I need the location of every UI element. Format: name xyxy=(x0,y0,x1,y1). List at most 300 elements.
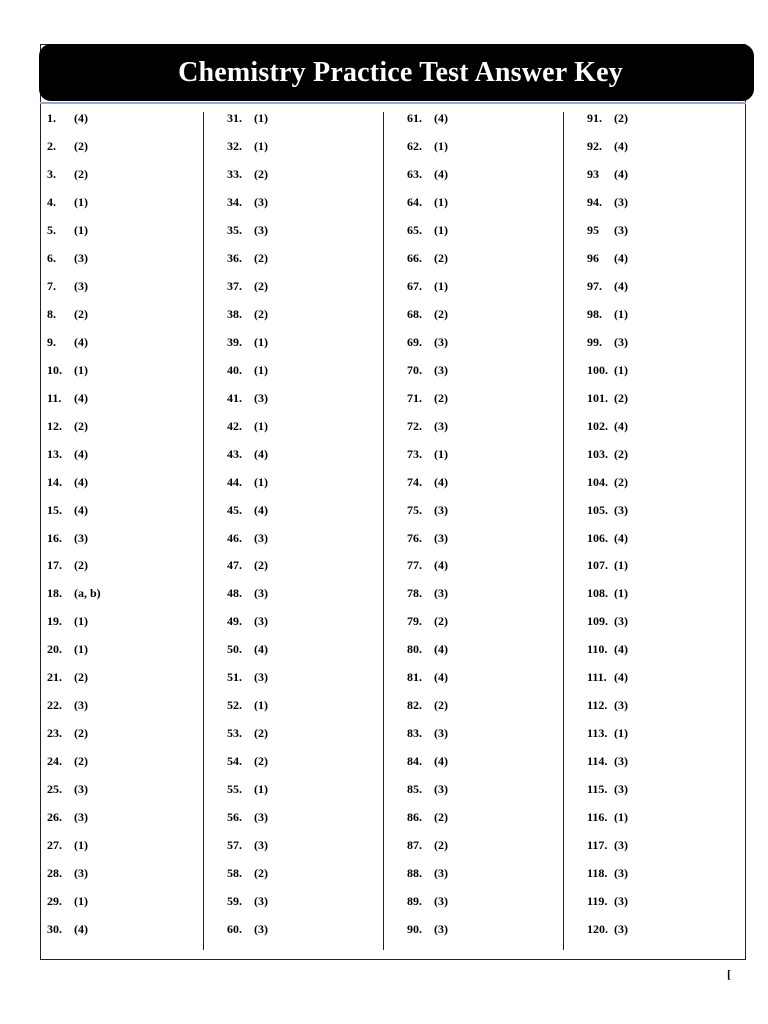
question-number: 56. xyxy=(227,809,242,824)
question-number: 91. xyxy=(587,111,602,126)
answer-row xyxy=(227,440,403,468)
title-underline xyxy=(40,102,746,104)
answer-value: (2) xyxy=(74,726,88,741)
answer-row xyxy=(407,245,583,273)
answer-row xyxy=(587,161,763,189)
answer-value: (1) xyxy=(74,642,88,657)
answer-row xyxy=(227,133,403,161)
question-number: 33. xyxy=(227,167,242,182)
question-number: 107. xyxy=(587,558,608,573)
answer-value: (3) xyxy=(254,223,268,238)
question-number: 2. xyxy=(47,139,56,154)
question-number: 51. xyxy=(227,670,242,685)
question-number: 81. xyxy=(407,670,422,685)
answer-value: (4) xyxy=(74,446,88,461)
answer-value: (1) xyxy=(74,223,88,238)
answer-row xyxy=(47,245,223,273)
answer-value: (2) xyxy=(614,390,628,405)
question-number: 117. xyxy=(587,837,608,852)
answer-row xyxy=(587,664,763,692)
answer-row xyxy=(227,189,403,217)
question-number: 67. xyxy=(407,279,422,294)
answer-row xyxy=(47,915,223,943)
answer-row xyxy=(407,580,583,608)
question-number: 76. xyxy=(407,530,422,545)
answer-value: (1) xyxy=(254,698,268,713)
question-number: 113. xyxy=(587,726,608,741)
answer-row xyxy=(47,776,223,804)
answer-value: (3) xyxy=(74,530,88,545)
answer-row xyxy=(227,580,403,608)
question-number: 84. xyxy=(407,754,422,769)
answer-row xyxy=(407,887,583,915)
answer-row xyxy=(47,273,223,301)
answer-row xyxy=(407,636,583,664)
question-number: 41. xyxy=(227,390,242,405)
question-number: 54. xyxy=(227,754,242,769)
answer-row xyxy=(227,496,403,524)
question-number: 119. xyxy=(587,893,608,908)
answer-value: (3) xyxy=(614,754,628,769)
answer-value: (3) xyxy=(434,334,448,349)
answer-value: (3) xyxy=(434,530,448,545)
answer-value: (2) xyxy=(434,614,448,629)
question-number: 80. xyxy=(407,642,422,657)
answer-value: (4) xyxy=(74,921,88,936)
question-number: 71. xyxy=(407,390,422,405)
answer-row xyxy=(227,217,403,245)
answer-value: (2) xyxy=(74,307,88,322)
answer-row xyxy=(47,329,223,357)
answer-row xyxy=(587,217,763,245)
answer-row xyxy=(407,217,583,245)
answer-value: (3) xyxy=(434,781,448,796)
answer-value: (2) xyxy=(254,865,268,880)
question-number: 53. xyxy=(227,726,242,741)
question-number: 116. xyxy=(587,809,608,824)
question-number: 4. xyxy=(47,195,56,210)
answer-row xyxy=(407,831,583,859)
answer-value: (2) xyxy=(614,111,628,126)
answer-value: (1) xyxy=(434,446,448,461)
question-number: 45. xyxy=(227,502,242,517)
answer-row xyxy=(47,189,223,217)
answer-row xyxy=(587,273,763,301)
answer-value: (2) xyxy=(254,754,268,769)
answer-row xyxy=(227,524,403,552)
answer-value: (1) xyxy=(614,558,628,573)
question-number: 11. xyxy=(47,390,62,405)
answer-row xyxy=(587,887,763,915)
answer-row xyxy=(587,105,763,133)
answer-row xyxy=(227,468,403,496)
answer-value: (2) xyxy=(614,446,628,461)
answer-value: (4) xyxy=(74,502,88,517)
answer-value: (3) xyxy=(254,921,268,936)
question-number: 96 xyxy=(587,251,599,266)
answer-row xyxy=(227,803,403,831)
answer-row xyxy=(227,105,403,133)
answer-row xyxy=(587,440,763,468)
answer-row xyxy=(407,356,583,384)
question-number: 106. xyxy=(587,530,608,545)
answer-value: (2) xyxy=(434,390,448,405)
question-number: 79. xyxy=(407,614,422,629)
question-number: 17. xyxy=(47,558,62,573)
answer-row xyxy=(587,552,763,580)
question-number: 82. xyxy=(407,698,422,713)
answer-value: (2) xyxy=(614,474,628,489)
answer-value: (1) xyxy=(74,614,88,629)
answer-row xyxy=(587,692,763,720)
question-number: 69. xyxy=(407,334,422,349)
answer-value: (3) xyxy=(434,893,448,908)
answer-value: (1) xyxy=(74,362,88,377)
question-number: 30. xyxy=(47,921,62,936)
answer-row xyxy=(407,273,583,301)
answer-row xyxy=(227,552,403,580)
question-number: 98. xyxy=(587,307,602,322)
answer-value: (4) xyxy=(74,390,88,405)
question-number: 88. xyxy=(407,865,422,880)
answer-value: (2) xyxy=(74,558,88,573)
answer-row xyxy=(227,720,403,748)
answer-row xyxy=(47,692,223,720)
question-number: 89. xyxy=(407,893,422,908)
question-number: 8. xyxy=(47,307,56,322)
answer-row xyxy=(47,105,223,133)
answer-value: (3) xyxy=(254,614,268,629)
answer-value: (4) xyxy=(74,111,88,126)
question-number: 64. xyxy=(407,195,422,210)
answer-row xyxy=(227,329,403,357)
question-number: 25. xyxy=(47,781,62,796)
answer-row xyxy=(587,915,763,943)
answer-value: (1) xyxy=(614,362,628,377)
answer-value: (2) xyxy=(254,167,268,182)
question-number: 44. xyxy=(227,474,242,489)
question-number: 115. xyxy=(587,781,608,796)
column-divider xyxy=(203,112,204,950)
question-number: 90. xyxy=(407,921,422,936)
answer-value: (4) xyxy=(434,642,448,657)
answer-value: (2) xyxy=(74,670,88,685)
answer-column-1 xyxy=(47,105,223,943)
question-number: 118. xyxy=(587,865,608,880)
question-number: 18. xyxy=(47,586,62,601)
answer-value: (3) xyxy=(614,502,628,517)
answer-row xyxy=(587,831,763,859)
answer-row xyxy=(227,664,403,692)
question-number: 1. xyxy=(47,111,56,126)
question-number: 73. xyxy=(407,446,422,461)
question-number: 85. xyxy=(407,781,422,796)
question-number: 52. xyxy=(227,698,242,713)
answer-value: (3) xyxy=(434,418,448,433)
answer-value: (3) xyxy=(254,809,268,824)
answer-row xyxy=(407,301,583,329)
answer-value: (2) xyxy=(74,754,88,769)
answer-row xyxy=(587,608,763,636)
answer-value: (1) xyxy=(254,334,268,349)
answer-row xyxy=(587,636,763,664)
question-number: 78. xyxy=(407,586,422,601)
question-number: 50. xyxy=(227,642,242,657)
answer-row xyxy=(47,384,223,412)
question-number: 111. xyxy=(587,670,607,685)
answer-value: (3) xyxy=(74,781,88,796)
answer-row xyxy=(47,580,223,608)
question-number: 60. xyxy=(227,921,242,936)
question-number: 95 xyxy=(587,223,599,238)
question-number: 29. xyxy=(47,893,62,908)
answer-row xyxy=(407,133,583,161)
answer-row xyxy=(587,384,763,412)
answer-value: (3) xyxy=(614,921,628,936)
question-number: 6. xyxy=(47,251,56,266)
question-number: 109. xyxy=(587,614,608,629)
question-number: 57. xyxy=(227,837,242,852)
answer-value: (4) xyxy=(434,558,448,573)
question-number: 70. xyxy=(407,362,422,377)
answer-row xyxy=(407,189,583,217)
answer-value: (1) xyxy=(254,139,268,154)
page-title: Chemistry Practice Test Answer Key xyxy=(178,56,623,88)
answer-value: (1) xyxy=(614,307,628,322)
question-number: 31. xyxy=(227,111,242,126)
answer-row xyxy=(407,552,583,580)
answer-row xyxy=(227,831,403,859)
answer-row xyxy=(47,636,223,664)
question-number: 61. xyxy=(407,111,422,126)
question-number: 108. xyxy=(587,586,608,601)
answer-row xyxy=(587,301,763,329)
answer-row xyxy=(47,356,223,384)
answer-value: (3) xyxy=(254,586,268,601)
question-number: 99. xyxy=(587,334,602,349)
answer-value: (4) xyxy=(254,642,268,657)
answer-value: (2) xyxy=(434,837,448,852)
page-corner-mark: [ xyxy=(727,967,731,981)
question-number: 97. xyxy=(587,279,602,294)
answer-value: (2) xyxy=(254,251,268,266)
answer-value: (3) xyxy=(434,726,448,741)
question-number: 40. xyxy=(227,362,242,377)
answer-value: (4) xyxy=(614,418,628,433)
answer-row xyxy=(227,356,403,384)
question-number: 59. xyxy=(227,893,242,908)
question-number: 63. xyxy=(407,167,422,182)
question-number: 102. xyxy=(587,418,608,433)
question-number: 74. xyxy=(407,474,422,489)
answer-row xyxy=(407,468,583,496)
answer-value: (2) xyxy=(434,251,448,266)
answer-row xyxy=(227,161,403,189)
question-number: 83. xyxy=(407,726,422,741)
question-number: 101. xyxy=(587,390,608,405)
question-number: 43. xyxy=(227,446,242,461)
answer-value: (1) xyxy=(614,809,628,824)
answer-value: (2) xyxy=(74,139,88,154)
answer-row xyxy=(587,720,763,748)
answer-row xyxy=(47,552,223,580)
answer-value: (3) xyxy=(434,921,448,936)
answer-value: (4) xyxy=(614,530,628,545)
answer-row xyxy=(47,859,223,887)
question-number: 3. xyxy=(47,167,56,182)
question-number: 42. xyxy=(227,418,242,433)
answer-row xyxy=(227,608,403,636)
answer-value: (3) xyxy=(74,865,88,880)
answer-row xyxy=(407,859,583,887)
question-number: 32. xyxy=(227,139,242,154)
answer-value: (3) xyxy=(614,781,628,796)
question-number: 110. xyxy=(587,642,608,657)
question-number: 120. xyxy=(587,921,608,936)
question-number: 13. xyxy=(47,446,62,461)
question-number: 100. xyxy=(587,362,608,377)
question-number: 22. xyxy=(47,698,62,713)
answer-value: (1) xyxy=(74,195,88,210)
question-number: 62. xyxy=(407,139,422,154)
answer-row xyxy=(587,748,763,776)
answer-row xyxy=(47,468,223,496)
answer-value: (4) xyxy=(434,111,448,126)
answer-row xyxy=(407,412,583,440)
answer-value: (3) xyxy=(614,614,628,629)
answer-value: (3) xyxy=(434,362,448,377)
question-number: 58. xyxy=(227,865,242,880)
answer-value: (1) xyxy=(434,279,448,294)
question-number: 72. xyxy=(407,418,422,433)
answer-row xyxy=(47,831,223,859)
answer-row xyxy=(407,329,583,357)
answer-value: (2) xyxy=(254,279,268,294)
question-number: 112. xyxy=(587,698,608,713)
answer-value: (4) xyxy=(74,334,88,349)
answer-value: (3) xyxy=(74,698,88,713)
answer-row xyxy=(47,440,223,468)
answer-row xyxy=(407,440,583,468)
question-number: 26. xyxy=(47,809,62,824)
question-number: 55. xyxy=(227,781,242,796)
question-number: 104. xyxy=(587,474,608,489)
answer-row xyxy=(407,720,583,748)
answer-row xyxy=(407,105,583,133)
question-number: 77. xyxy=(407,558,422,573)
question-number: 9. xyxy=(47,334,56,349)
answer-value: (3) xyxy=(614,698,628,713)
answer-value: (1) xyxy=(614,726,628,741)
answer-value: (1) xyxy=(434,223,448,238)
answer-value: (1) xyxy=(254,111,268,126)
answer-value: (2) xyxy=(434,698,448,713)
question-number: 103. xyxy=(587,446,608,461)
question-number: 24. xyxy=(47,754,62,769)
question-number: 46. xyxy=(227,530,242,545)
answer-value: (4) xyxy=(254,502,268,517)
answer-value: (3) xyxy=(254,195,268,210)
column-divider xyxy=(383,112,384,950)
question-number: 27. xyxy=(47,837,62,852)
answer-row xyxy=(227,384,403,412)
question-number: 20. xyxy=(47,642,62,657)
question-number: 19. xyxy=(47,614,62,629)
answer-row xyxy=(227,412,403,440)
answer-value: (4) xyxy=(614,642,628,657)
answer-value: (3) xyxy=(74,279,88,294)
answer-value: (3) xyxy=(614,223,628,238)
answer-row xyxy=(227,245,403,273)
answer-row xyxy=(47,748,223,776)
answer-row xyxy=(227,915,403,943)
answer-row xyxy=(407,608,583,636)
answer-value: (4) xyxy=(254,446,268,461)
answer-row xyxy=(47,161,223,189)
answer-row xyxy=(47,664,223,692)
column-divider xyxy=(563,112,564,950)
question-number: 48. xyxy=(227,586,242,601)
question-number: 10. xyxy=(47,362,62,377)
answer-row xyxy=(587,496,763,524)
answer-row xyxy=(227,301,403,329)
answer-value: (3) xyxy=(434,502,448,517)
answer-row xyxy=(407,524,583,552)
answer-row xyxy=(407,748,583,776)
question-number: 36. xyxy=(227,251,242,266)
answer-row xyxy=(407,915,583,943)
answer-value: (2) xyxy=(254,307,268,322)
answer-value: (4) xyxy=(614,139,628,154)
answer-value: (1) xyxy=(254,362,268,377)
answer-value: (4) xyxy=(614,167,628,182)
question-number: 86. xyxy=(407,809,422,824)
answer-value: (1) xyxy=(74,893,88,908)
answer-row xyxy=(587,803,763,831)
answer-value: (2) xyxy=(434,809,448,824)
answer-row xyxy=(407,384,583,412)
answer-row xyxy=(587,580,763,608)
answer-value: (3) xyxy=(614,865,628,880)
question-number: 34. xyxy=(227,195,242,210)
answer-value: (3) xyxy=(614,893,628,908)
question-number: 92. xyxy=(587,139,602,154)
question-number: 12. xyxy=(47,418,62,433)
answer-row xyxy=(587,412,763,440)
question-number: 23. xyxy=(47,726,62,741)
answer-row xyxy=(407,803,583,831)
answer-row xyxy=(47,217,223,245)
answer-value: (3) xyxy=(74,251,88,266)
answer-column-4 xyxy=(587,105,763,943)
answer-value: (3) xyxy=(254,530,268,545)
question-number: 16. xyxy=(47,530,62,545)
answer-value: (2) xyxy=(74,167,88,182)
answer-value: (3) xyxy=(614,837,628,852)
answer-value: (3) xyxy=(614,195,628,210)
answer-row xyxy=(47,133,223,161)
answer-value: (4) xyxy=(614,251,628,266)
answer-value: (4) xyxy=(614,670,628,685)
question-number: 35. xyxy=(227,223,242,238)
answer-value: (1) xyxy=(254,418,268,433)
question-number: 49. xyxy=(227,614,242,629)
answer-value: (2) xyxy=(74,418,88,433)
answer-row xyxy=(587,189,763,217)
answer-value: (1) xyxy=(434,195,448,210)
question-number: 114. xyxy=(587,754,608,769)
answer-column-3 xyxy=(407,105,583,943)
